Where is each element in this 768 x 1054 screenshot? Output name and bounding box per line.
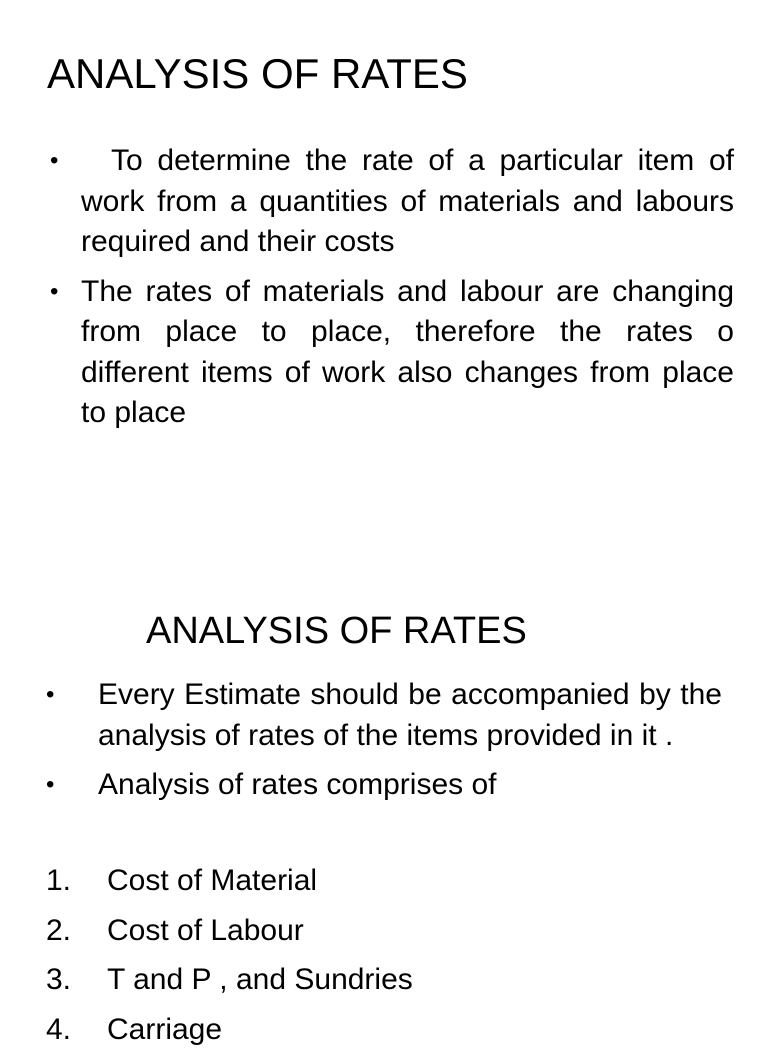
bullet-dot-icon: • — [46, 675, 54, 715]
slide-2-bullet-list — [46, 675, 722, 815]
bullet-item — [46, 675, 722, 756]
rate-components-list — [46, 856, 722, 1054]
list-number: 3. — [46, 955, 71, 1005]
slide-1-bullet-list — [50, 141, 734, 443]
bullet-text: The rates of materials and labour are changing from place to place, therefore the rates o different items of work also changes from place to place — [81, 275, 734, 430]
list-item — [46, 856, 722, 906]
bullet-dot-icon: • — [50, 141, 58, 181]
bullet-item — [46, 765, 722, 806]
slide-1 — [0, 0, 768, 512]
list-number: 2. — [46, 906, 71, 956]
list-item — [46, 955, 722, 1005]
list-item — [46, 1005, 722, 1054]
slide-2 — [0, 512, 768, 1024]
list-text: T and P , and Sundries — [107, 963, 413, 996]
slide-2-title: ANALYSIS OF RATES — [146, 609, 527, 653]
bullet-item — [50, 272, 734, 434]
bullet-text: To determine the rate of a particular item of work from a quantities of materials and labours required and their costs — [81, 144, 734, 258]
bullet-item — [50, 141, 734, 263]
list-number: 1. — [46, 856, 71, 906]
list-item — [46, 906, 722, 956]
list-text: Carriage — [107, 1013, 222, 1046]
slide-1-title: ANALYSIS OF RATES — [47, 50, 468, 98]
bullet-text: Every Estimate should be accompanied by the analysis of rates of the items provided in it . — [98, 678, 722, 752]
list-number: 4. — [46, 1005, 71, 1054]
list-text: Cost of Labour — [107, 914, 304, 947]
bullet-text: Analysis of rates comprises of — [98, 768, 496, 801]
bullet-dot-icon: • — [46, 765, 54, 805]
list-text: Cost of Material — [107, 864, 317, 897]
bullet-dot-icon: • — [50, 272, 58, 312]
